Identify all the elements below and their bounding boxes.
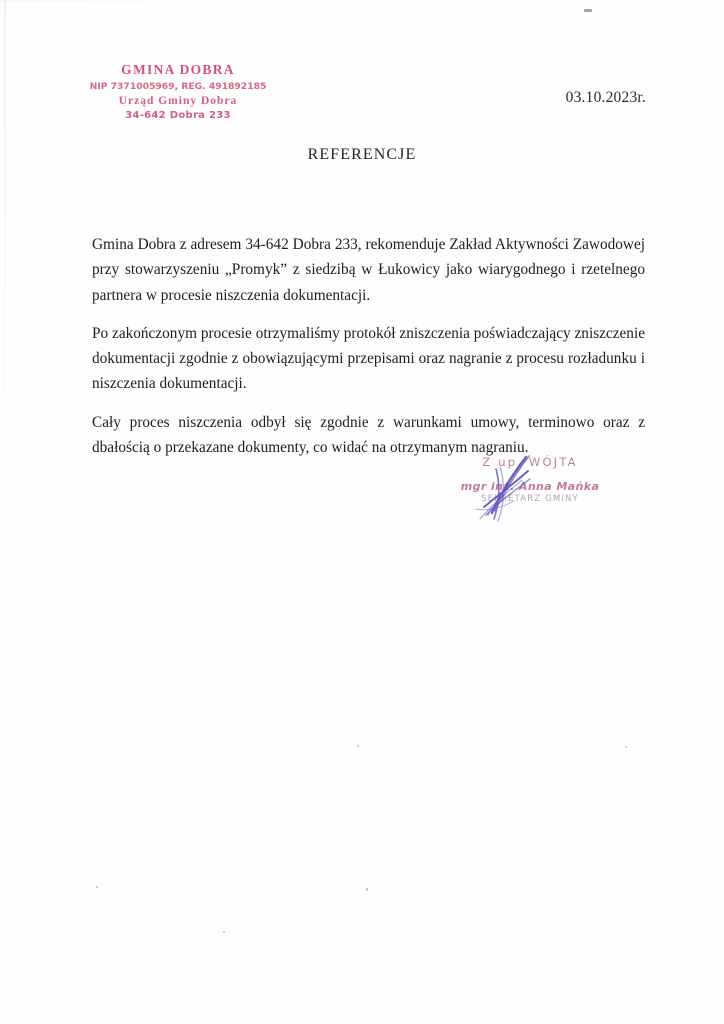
scan-speck	[584, 9, 592, 12]
signature-role: SEKRETARZ GMINY	[481, 494, 579, 504]
office-stamp	[78, 62, 278, 122]
office-stamp-office: Urząd Gminy Dobra	[118, 95, 238, 108]
signature-on-behalf-of: Z up. WÓJTA	[482, 455, 578, 469]
office-stamp-name: GMINA DOBRA	[121, 62, 235, 77]
scan-speck	[366, 888, 368, 891]
office-stamp-identifiers: NIP 7371005969, REG. 491892185	[89, 80, 267, 92]
body-paragraph: Po zakończonym procesie otrzymaliśmy protokół zniszczenia poświadczający zniszczenie dokumentacji zgodnie z obowiązującymi przepisami oraz nagranie z procesu rozładunku i niszczenia dokumentacji.	[92, 324, 645, 393]
office-stamp-address: 34-642 Dobra 233	[125, 109, 231, 121]
signature-stamp	[430, 455, 630, 504]
signature-block	[430, 455, 630, 525]
scan-speck	[223, 931, 225, 933]
scan-speck	[625, 746, 627, 748]
page-title: REFERENCJE	[307, 146, 417, 163]
body-paragraph: Gmina Dobra z adresem 34-642 Dobra 233, rekomenduje Zakład Aktywności Zawodowej przy stowarzyszeniu „Promyk” z siedzibą w Łukowicy jako wiarygodnego i rzetelnego partnera w procesie niszczenia dokumentacji.	[92, 236, 645, 304]
signature-name: mgr inż. Anna Mańka	[460, 480, 600, 493]
scan-speck	[357, 745, 359, 747]
body-paragraph: Cały proces niszczenia odbył się zgodnie z warunkami umowy, terminowo oraz z dbałością o przekazane dokumenty, co widać na otrzymanym nagraniu.	[92, 413, 645, 457]
document-body	[92, 232, 645, 460]
scan-edge-artifact-top	[0, 0, 724, 2]
document-date: 03.10.2023r.	[565, 89, 646, 106]
scan-speck	[96, 886, 98, 888]
